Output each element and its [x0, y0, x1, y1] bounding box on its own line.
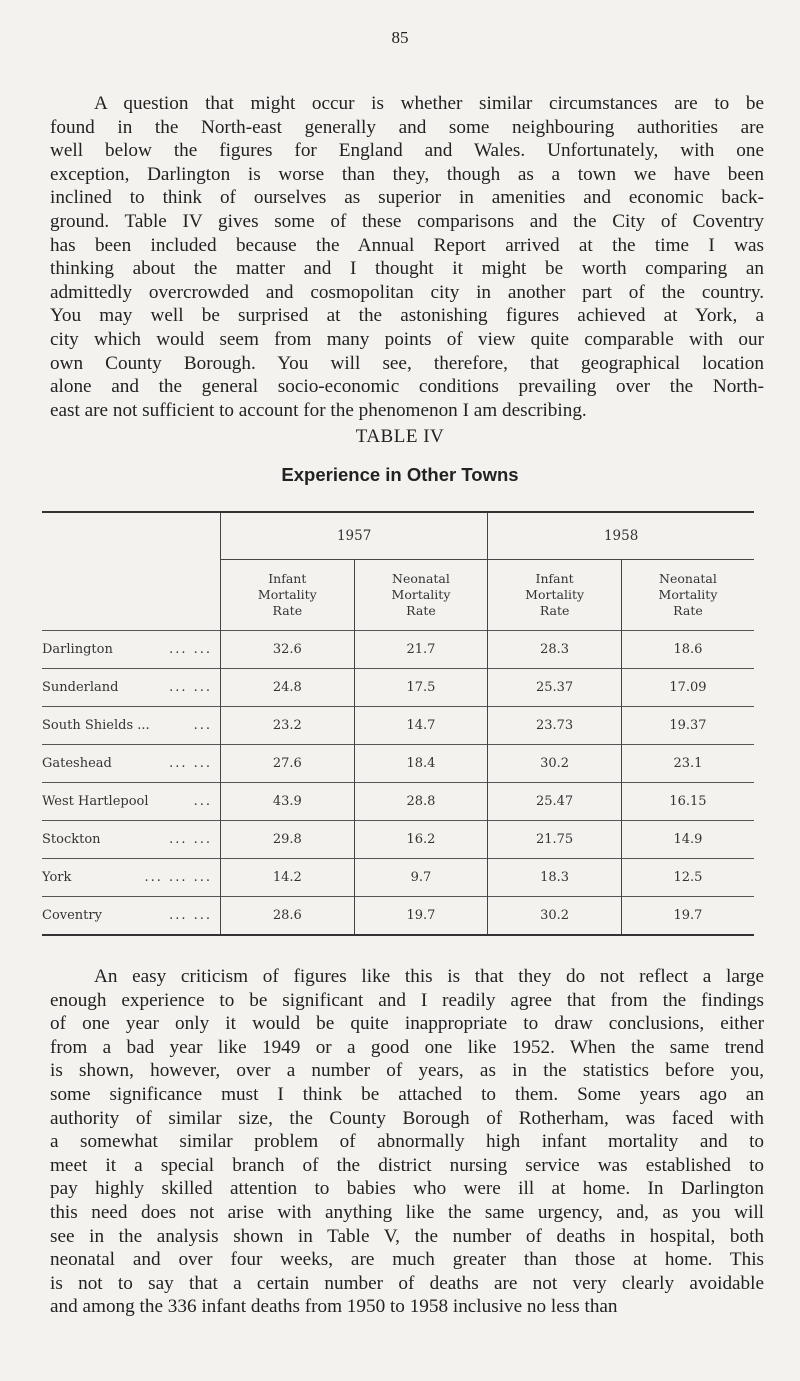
- value-cell: 29.8: [221, 821, 355, 859]
- value-cell: 14.7: [354, 707, 488, 745]
- text-line: and among the 336 infant deaths from 1950 to 1958 inclusive no less than: [50, 1296, 618, 1318]
- leader-dots: ...: [193, 794, 212, 809]
- value-cell: 18.6: [621, 631, 754, 669]
- text-line: A question that might occur is whether similar circumstances are to be: [94, 93, 764, 114]
- leader-dots: ... ... ...: [144, 870, 212, 885]
- text-line: ground. Table IV gives some of these comparisons and the City of Coventry: [50, 210, 764, 232]
- text-line: exception, Darlington is worse than they, though as a town we have been: [50, 163, 764, 185]
- table-body: [42, 631, 754, 936]
- value-cell: 25.37: [488, 669, 622, 707]
- value-cell: 27.6: [221, 745, 355, 783]
- leader-dots: ... ...: [169, 908, 212, 923]
- column-header: Infant Mortality Rate: [488, 560, 622, 631]
- table-title: TABLE IV: [355, 426, 445, 447]
- town-name: Gateshead: [42, 756, 112, 771]
- text-line: inclined to think of ourselves as superior in amenities and economic back-: [50, 187, 764, 209]
- text-line: admittedly overcrowded and cosmopolitan city in another part of the country.: [50, 281, 764, 303]
- value-cell: 24.8: [221, 669, 355, 707]
- town-name: Coventry: [42, 908, 102, 923]
- text-line: city which would seem from many points of view quite comparable with our: [50, 328, 764, 350]
- column-header: Neonatal Mortality Rate: [621, 560, 754, 631]
- town-name: South Shields ...: [42, 718, 150, 733]
- text-line: is not to say that a certain number of deaths are not very clearly avoidable: [50, 1272, 764, 1294]
- table-corner-cell-2: [42, 560, 221, 631]
- table-row: [42, 783, 754, 821]
- year-header-1957: 1957: [221, 512, 488, 560]
- value-cell: 23.73: [488, 707, 622, 745]
- table-row: [42, 707, 754, 745]
- value-cell: 17.09: [621, 669, 754, 707]
- value-cell: 18.3: [488, 859, 622, 897]
- town-cell: [42, 897, 221, 936]
- value-cell: 14.2: [221, 859, 355, 897]
- text-line: meet it a special branch of the district nursing service was established to: [50, 1154, 764, 1176]
- value-cell: 16.15: [621, 783, 754, 821]
- value-cell: 17.5: [354, 669, 488, 707]
- text-line: own County Borough. You will see, therefore, that geographical location: [50, 352, 764, 374]
- value-cell: 18.4: [354, 745, 488, 783]
- text-line: see in the analysis shown in Table V, the number of deaths in hospital, both: [50, 1225, 764, 1247]
- leader-dots: ... ...: [169, 756, 212, 771]
- table-row: [42, 859, 754, 897]
- year-header-1958: 1958: [488, 512, 754, 560]
- table-corner-cell: [42, 512, 221, 560]
- town-cell: [42, 859, 221, 897]
- column-header: Infant Mortality Rate: [221, 560, 355, 631]
- town-name: West Hartlepool: [42, 794, 149, 809]
- text-line: pay highly skilled attention to babies who were ill at home. In Darlington: [50, 1178, 764, 1200]
- text-line: well below the figures for England and Wales. Unfortunately, with one: [50, 140, 764, 162]
- text-line: east are not sufficient to account for the phenomenon I am describing.: [50, 399, 587, 421]
- value-cell: 25.47: [488, 783, 622, 821]
- leader-dots: ... ...: [169, 642, 212, 657]
- table-row: [42, 745, 754, 783]
- town-name: Sunderland: [42, 680, 119, 695]
- value-cell: 23.1: [621, 745, 754, 783]
- paragraph-discussion: [50, 965, 764, 1319]
- town-name: Stockton: [42, 832, 101, 847]
- value-cell: 30.2: [488, 745, 622, 783]
- value-cell: 9.7: [354, 859, 488, 897]
- value-cell: 21.7: [354, 631, 488, 669]
- leader-dots: ... ...: [169, 680, 212, 695]
- value-cell: 43.9: [221, 783, 355, 821]
- town-cell: [42, 707, 221, 745]
- town-cell: [42, 745, 221, 783]
- leader-dots: ... ...: [169, 832, 212, 847]
- town-cell: [42, 783, 221, 821]
- column-header: Neonatal Mortality Rate: [354, 560, 488, 631]
- text-line: authority of similar size, the County Borough of Rotherham, was faced with: [50, 1107, 764, 1129]
- value-cell: 28.8: [354, 783, 488, 821]
- text-line: alone and the general socio-economic conditions prevailing over the North-: [50, 376, 764, 398]
- text-line: is shown, however, over a number of years, as in the statistics before you,: [50, 1060, 764, 1082]
- text-line: thinking about the matter and I thought it might be worth comparing an: [50, 258, 764, 280]
- table-row: [42, 897, 754, 936]
- text-line: from a bad year like 1949 or a good one like 1952. When the same trend: [50, 1036, 764, 1058]
- town-name: Darlington: [42, 642, 113, 657]
- paragraph-intro: [50, 92, 764, 422]
- text-line: neonatal and over four weeks, are much greater than those at home. This: [50, 1249, 764, 1271]
- table-subtitle: Experience in Other Towns: [281, 464, 519, 485]
- town-cell: [42, 669, 221, 707]
- value-cell: 19.7: [354, 897, 488, 936]
- value-cell: 16.2: [354, 821, 488, 859]
- table-row: [42, 631, 754, 669]
- value-cell: 19.7: [621, 897, 754, 936]
- value-cell: 28.3: [488, 631, 622, 669]
- mortality-table: [42, 511, 754, 936]
- value-cell: 23.2: [221, 707, 355, 745]
- value-cell: 30.2: [488, 897, 622, 936]
- town-cell: [42, 631, 221, 669]
- leader-dots: ...: [193, 718, 212, 733]
- mortality-data-table: [42, 511, 754, 936]
- value-cell: 12.5: [621, 859, 754, 897]
- text-line: enough experience to be significant and I readily agree that from the findings: [50, 989, 764, 1011]
- text-line: An easy criticism of figures like this is that they do not reflect a large: [94, 966, 764, 987]
- value-cell: 19.37: [621, 707, 754, 745]
- value-cell: 32.6: [221, 631, 355, 669]
- text-line: a somewhat similar problem of abnormally high infant mortality and to: [50, 1131, 764, 1153]
- town-cell: [42, 821, 221, 859]
- page-number: 85: [391, 28, 409, 47]
- table-row: [42, 669, 754, 707]
- table-row: [42, 821, 754, 859]
- value-cell: 28.6: [221, 897, 355, 936]
- text-line: You may well be surprised at the astonishing figures achieved at York, a: [50, 305, 764, 327]
- text-line: of one year only it would be quite inappropriate to draw conclusions, either: [50, 1013, 764, 1035]
- text-line: has been included because the Annual Report arrived at the time I was: [50, 234, 764, 256]
- text-line: some significance must I think be attached to them. Some years ago an: [50, 1083, 764, 1105]
- value-cell: 14.9: [621, 821, 754, 859]
- text-line: found in the North-east generally and some neighbouring authorities are: [50, 116, 764, 138]
- town-name: York: [42, 870, 72, 885]
- text-line: this need does not arise with anything like the same urgency, and, as you will: [50, 1201, 764, 1223]
- value-cell: 21.75: [488, 821, 622, 859]
